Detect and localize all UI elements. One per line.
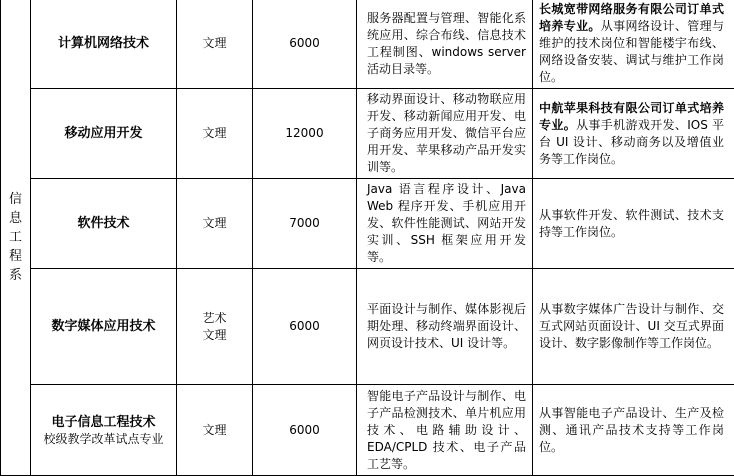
career-cell (533, 269, 734, 385)
category-cell (177, 179, 253, 269)
department-char: 程 (5, 247, 26, 266)
major-note: 校级教学改革试点专业 (37, 431, 170, 447)
career-highlight: 长城宽带网络服务有限公司订单式培养专业。 (539, 2, 724, 33)
career-text: 从事智能电子产品设计、生产及检测、通讯产品技术支持等工作岗位。 (539, 406, 724, 454)
department-char: 系 (5, 266, 26, 285)
category-label: 文理 (177, 125, 252, 142)
department-char: 工 (5, 228, 26, 247)
category-label: 文理 (177, 422, 252, 439)
major-name: 软件技术 (77, 216, 129, 231)
fee-cell: 6000 (253, 385, 357, 476)
table-row (1, 89, 734, 179)
table-row (1, 0, 734, 89)
major-name: 电子信息工程技术 (51, 415, 155, 430)
major-name: 移动应用开发 (64, 126, 142, 141)
table-row (1, 269, 734, 385)
fee-cell: 6000 (253, 269, 357, 385)
category-label: 文理 (177, 35, 252, 52)
category-label: 文理 (177, 215, 252, 232)
category-cell (177, 0, 253, 89)
major-cell (31, 269, 177, 385)
department-char: 信 (5, 190, 26, 209)
fee-cell: 7000 (253, 179, 357, 269)
table-row (1, 179, 734, 269)
major-cell (31, 89, 177, 179)
career-text: 从事网络设计、管理与维护的技术岗位和智能楼宇布线、网络设备安装、调试与维护工作岗位。 (539, 19, 724, 84)
career-cell (533, 0, 734, 89)
career-text: 从事软件开发、软件测试、技术支持等工作岗位。 (539, 208, 724, 239)
course-content-cell: 服务器配置与管理、智能化系统应用、综合布线、信息技术工程制图、windows server 活动目录等。 (357, 0, 533, 89)
career-cell (533, 89, 734, 179)
fee-cell: 6000 (253, 0, 357, 89)
category-cell (177, 89, 253, 179)
category-label: 文理 (177, 327, 252, 344)
category-cell (177, 269, 253, 385)
major-cell (31, 0, 177, 89)
department-name (5, 190, 26, 285)
category-label: 艺术 (177, 310, 252, 327)
course-content-cell: 移动界面设计、移动物联应用开发、移动新闻应用开发、电子商务应用开发、微信平台应用开发、苹果移动产品开发实训等。 (357, 89, 533, 179)
career-cell (533, 179, 734, 269)
major-name: 数字媒体应用技术 (51, 319, 155, 334)
major-name: 计算机网络技术 (58, 36, 149, 51)
major-cell (31, 385, 177, 476)
course-content-cell: 平面设计与制作、媒体影视后期处理、移动终端界面设计、网页设计技术、UI 设计等。 (357, 269, 533, 385)
major-cell (31, 179, 177, 269)
fee-cell: 12000 (253, 89, 357, 179)
table-row (1, 385, 734, 476)
career-text: 从事数字媒体广告设计与制作、交互式网站页面设计、UI 交互式界面设计、数字影像制作等工作岗位。 (539, 302, 724, 350)
department-cell (1, 0, 31, 476)
career-cell (533, 385, 734, 476)
course-content-cell: 智能电子产品设计与制作、电子产品检测技术、单片机应用技术、电路辅助设计、EDA/CPLD 技术、电子产品工艺等。 (357, 385, 533, 476)
department-char: 息 (5, 209, 26, 228)
career-text: 从事手机游戏开发、IOS 平台 UI 设计、移动商务以及增值业务等工作岗位。 (539, 118, 724, 166)
course-content-cell: Java 语言程序设计、Java Web 程序开发、手机应用开发、软件性能测试、网站开发实训、SSH 框架应用开发等。 (357, 179, 533, 269)
category-cell (177, 385, 253, 476)
career-highlight: 中航苹果科技有限公司订单式培养专业。 (539, 101, 724, 132)
